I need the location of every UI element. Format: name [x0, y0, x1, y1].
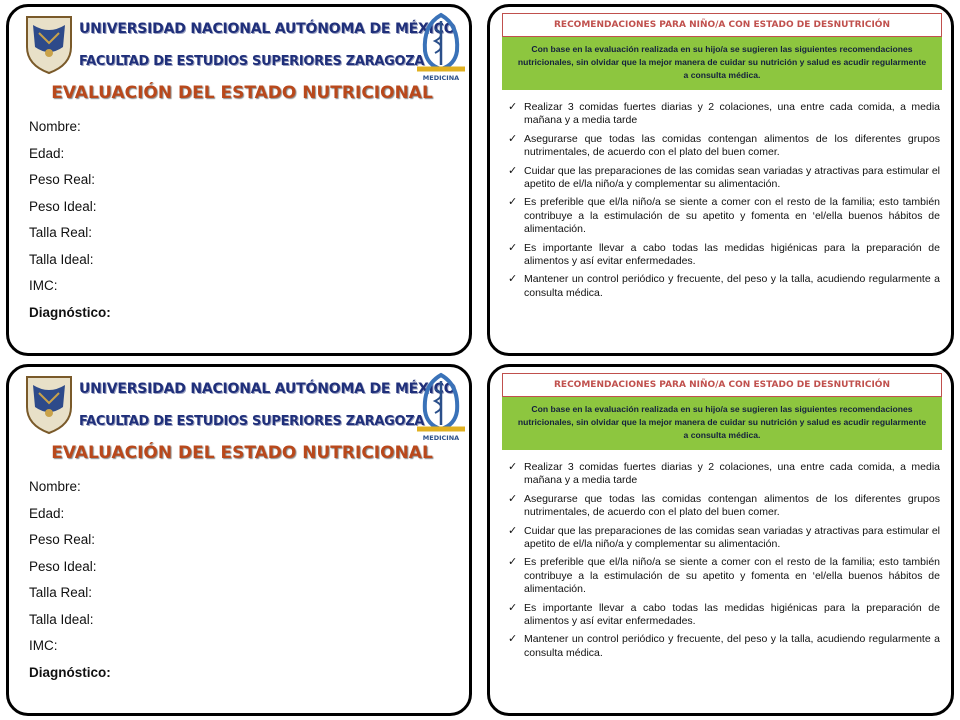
recommendation-text: Es preferible que el/la niño/a se siente a comer con el resto de la familia; esto también contribuye a la estimulación de su apetito y fomenta en ‘el/ella buenos hábitos de alimentación. — [524, 556, 940, 596]
faculty-name: FACULTAD DE ESTUDIOS SUPERIORES ZARAGOZA — [79, 414, 425, 429]
field-label-talla-ideal: Talla Ideal: — [29, 611, 94, 627]
field-label-diagnostico: Diagnóstico: — [29, 304, 111, 320]
university-name: UNIVERSIDAD NACIONAL AUTÓNOMA DE MÉXICO — [79, 21, 456, 37]
checkmark-icon: ✓ — [508, 196, 518, 209]
recommendations-list — [508, 461, 940, 665]
logo-label: MEDICINA — [422, 74, 460, 82]
list-item — [508, 165, 940, 192]
checkmark-icon: ✓ — [508, 601, 518, 614]
field-label-peso-ideal: Peso Ideal: — [29, 198, 97, 214]
evaluation-card-top — [6, 4, 472, 356]
field-label-edad: Edad: — [29, 505, 65, 521]
fes-zaragoza-logo-icon — [413, 371, 469, 443]
field-label-nombre: Nombre: — [29, 479, 81, 494]
fes-zaragoza-logo-icon — [413, 11, 469, 83]
evaluation-fields — [29, 474, 111, 686]
recommendation-text: Cuidar que las preparaciones de las comidas sean variadas y atractivas para estimular el apetito de el/la niño/a y complementar su alimentación. — [524, 164, 940, 191]
evaluation-fields — [29, 114, 111, 326]
list-item — [508, 273, 940, 300]
list-item — [508, 242, 940, 269]
field-label-nombre: Nombre: — [29, 119, 81, 134]
list-item — [508, 556, 940, 596]
recommendation-text: Cuidar que las preparaciones de las comidas sean variadas y atractivas para estimular el apetito de el/la niño/a y complementar su alimentación. — [524, 524, 940, 551]
checkmark-icon: ✓ — [508, 273, 518, 286]
list-item — [508, 101, 940, 128]
recommendations-intro: Con base en la evaluación realizada en su hijo/a se sugieren las siguientes recomendaciones nutricionales, sin olvidar que la mejor manera de cuidar su nutrición y salud es acudir regularmente a consulta médica. — [502, 37, 942, 90]
checkmark-icon: ✓ — [508, 492, 518, 505]
recommendations-card-top — [487, 4, 954, 356]
recommendation-text: Realizar 3 comidas fuertes diarias y 2 colaciones, una entre cada comida, a media mañana y a media tarde — [524, 461, 940, 487]
checkmark-icon: ✓ — [508, 524, 518, 537]
list-item — [508, 602, 940, 629]
field-label-peso-real: Peso Real: — [29, 172, 96, 187]
recommendation-text: Mantener un control periódico y frecuente, del peso y la talla, acudiendo regularmente a consulta médica. — [524, 633, 940, 659]
list-item — [508, 633, 940, 660]
recommendations-title: RECOMENDACIONES PARA NIÑO/A CON ESTADO DE DESNUTRICIÓN — [502, 13, 942, 37]
recommendation-text: Realizar 3 comidas fuertes diarias y 2 colaciones, una entre cada comida, a media mañana y a media tarde — [524, 101, 940, 127]
evaluation-card-bottom — [6, 364, 472, 716]
list-item — [508, 133, 940, 160]
recommendation-text: Es importante llevar a cabo todas las medidas higiénicas para la preparación de alimentos y así evitar enfermedades. — [524, 601, 940, 628]
recommendations-intro: Con base en la evaluación realizada en su hijo/a se sugieren las siguientes recomendaciones nutricionales, sin olvidar que la mejor manera de cuidar su nutrición y salud es acudir regularmente a consulta médica. — [502, 397, 942, 450]
field-label-imc: IMC: — [29, 638, 58, 653]
checkmark-icon: ✓ — [508, 101, 518, 113]
checkmark-icon: ✓ — [508, 164, 518, 177]
faculty-name: FACULTAD DE ESTUDIOS SUPERIORES ZARAGOZA — [79, 54, 425, 69]
checkmark-icon: ✓ — [508, 556, 518, 569]
field-label-imc: IMC: — [29, 278, 58, 293]
list-item — [508, 196, 940, 236]
list-item — [508, 461, 940, 488]
field-label-talla-real: Talla Real: — [29, 225, 93, 240]
recommendations-card-bottom — [487, 364, 954, 716]
recommendations-list — [508, 101, 940, 305]
field-label-peso-real: Peso Real: — [29, 532, 96, 547]
checkmark-icon: ✓ — [508, 241, 518, 254]
field-label-edad: Edad: — [29, 145, 65, 161]
recommendation-text: Asegurarse que todas las comidas contengan alimentos de los diferentes grupos nutrimentales, de acuerdo con el plato del buen comer. — [524, 132, 940, 159]
recommendation-text: Es importante llevar a cabo todas las medidas higiénicas para la preparación de alimentos y así evitar enfermedades. — [524, 241, 940, 268]
evaluation-title: EVALUACIÓN DEL ESTADO NUTRICIONAL — [51, 83, 433, 103]
recommendation-text: Mantener un control periódico y frecuente, del peso y la talla, acudiendo regularmente a consulta médica. — [524, 273, 940, 299]
logo-label: MEDICINA — [422, 434, 460, 442]
checkmark-icon: ✓ — [508, 633, 518, 646]
list-item — [508, 525, 940, 552]
university-name: UNIVERSIDAD NACIONAL AUTÓNOMA DE MÉXICO — [79, 381, 456, 397]
field-label-peso-ideal: Peso Ideal: — [29, 558, 97, 574]
evaluation-title: EVALUACIÓN DEL ESTADO NUTRICIONAL — [51, 443, 433, 463]
checkmark-icon: ✓ — [508, 132, 518, 145]
field-label-diagnostico: Diagnóstico: — [29, 664, 111, 680]
field-label-talla-ideal: Talla Ideal: — [29, 251, 94, 267]
recommendations-title: RECOMENDACIONES PARA NIÑO/A CON ESTADO DE DESNUTRICIÓN — [502, 373, 942, 397]
list-item — [508, 493, 940, 520]
field-label-talla-real: Talla Real: — [29, 585, 93, 600]
recommendation-text: Es preferible que el/la niño/a se siente a comer con el resto de la familia; esto también contribuye a la estimulación de su apetito y fomenta en ‘el/ella buenos hábitos de alimentación. — [524, 196, 940, 236]
unam-crest-icon — [19, 373, 79, 435]
unam-crest-icon — [19, 13, 79, 75]
recommendation-text: Asegurarse que todas las comidas contengan alimentos de los diferentes grupos nutrimentales, de acuerdo con el plato del buen comer. — [524, 492, 940, 519]
checkmark-icon: ✓ — [508, 461, 518, 473]
